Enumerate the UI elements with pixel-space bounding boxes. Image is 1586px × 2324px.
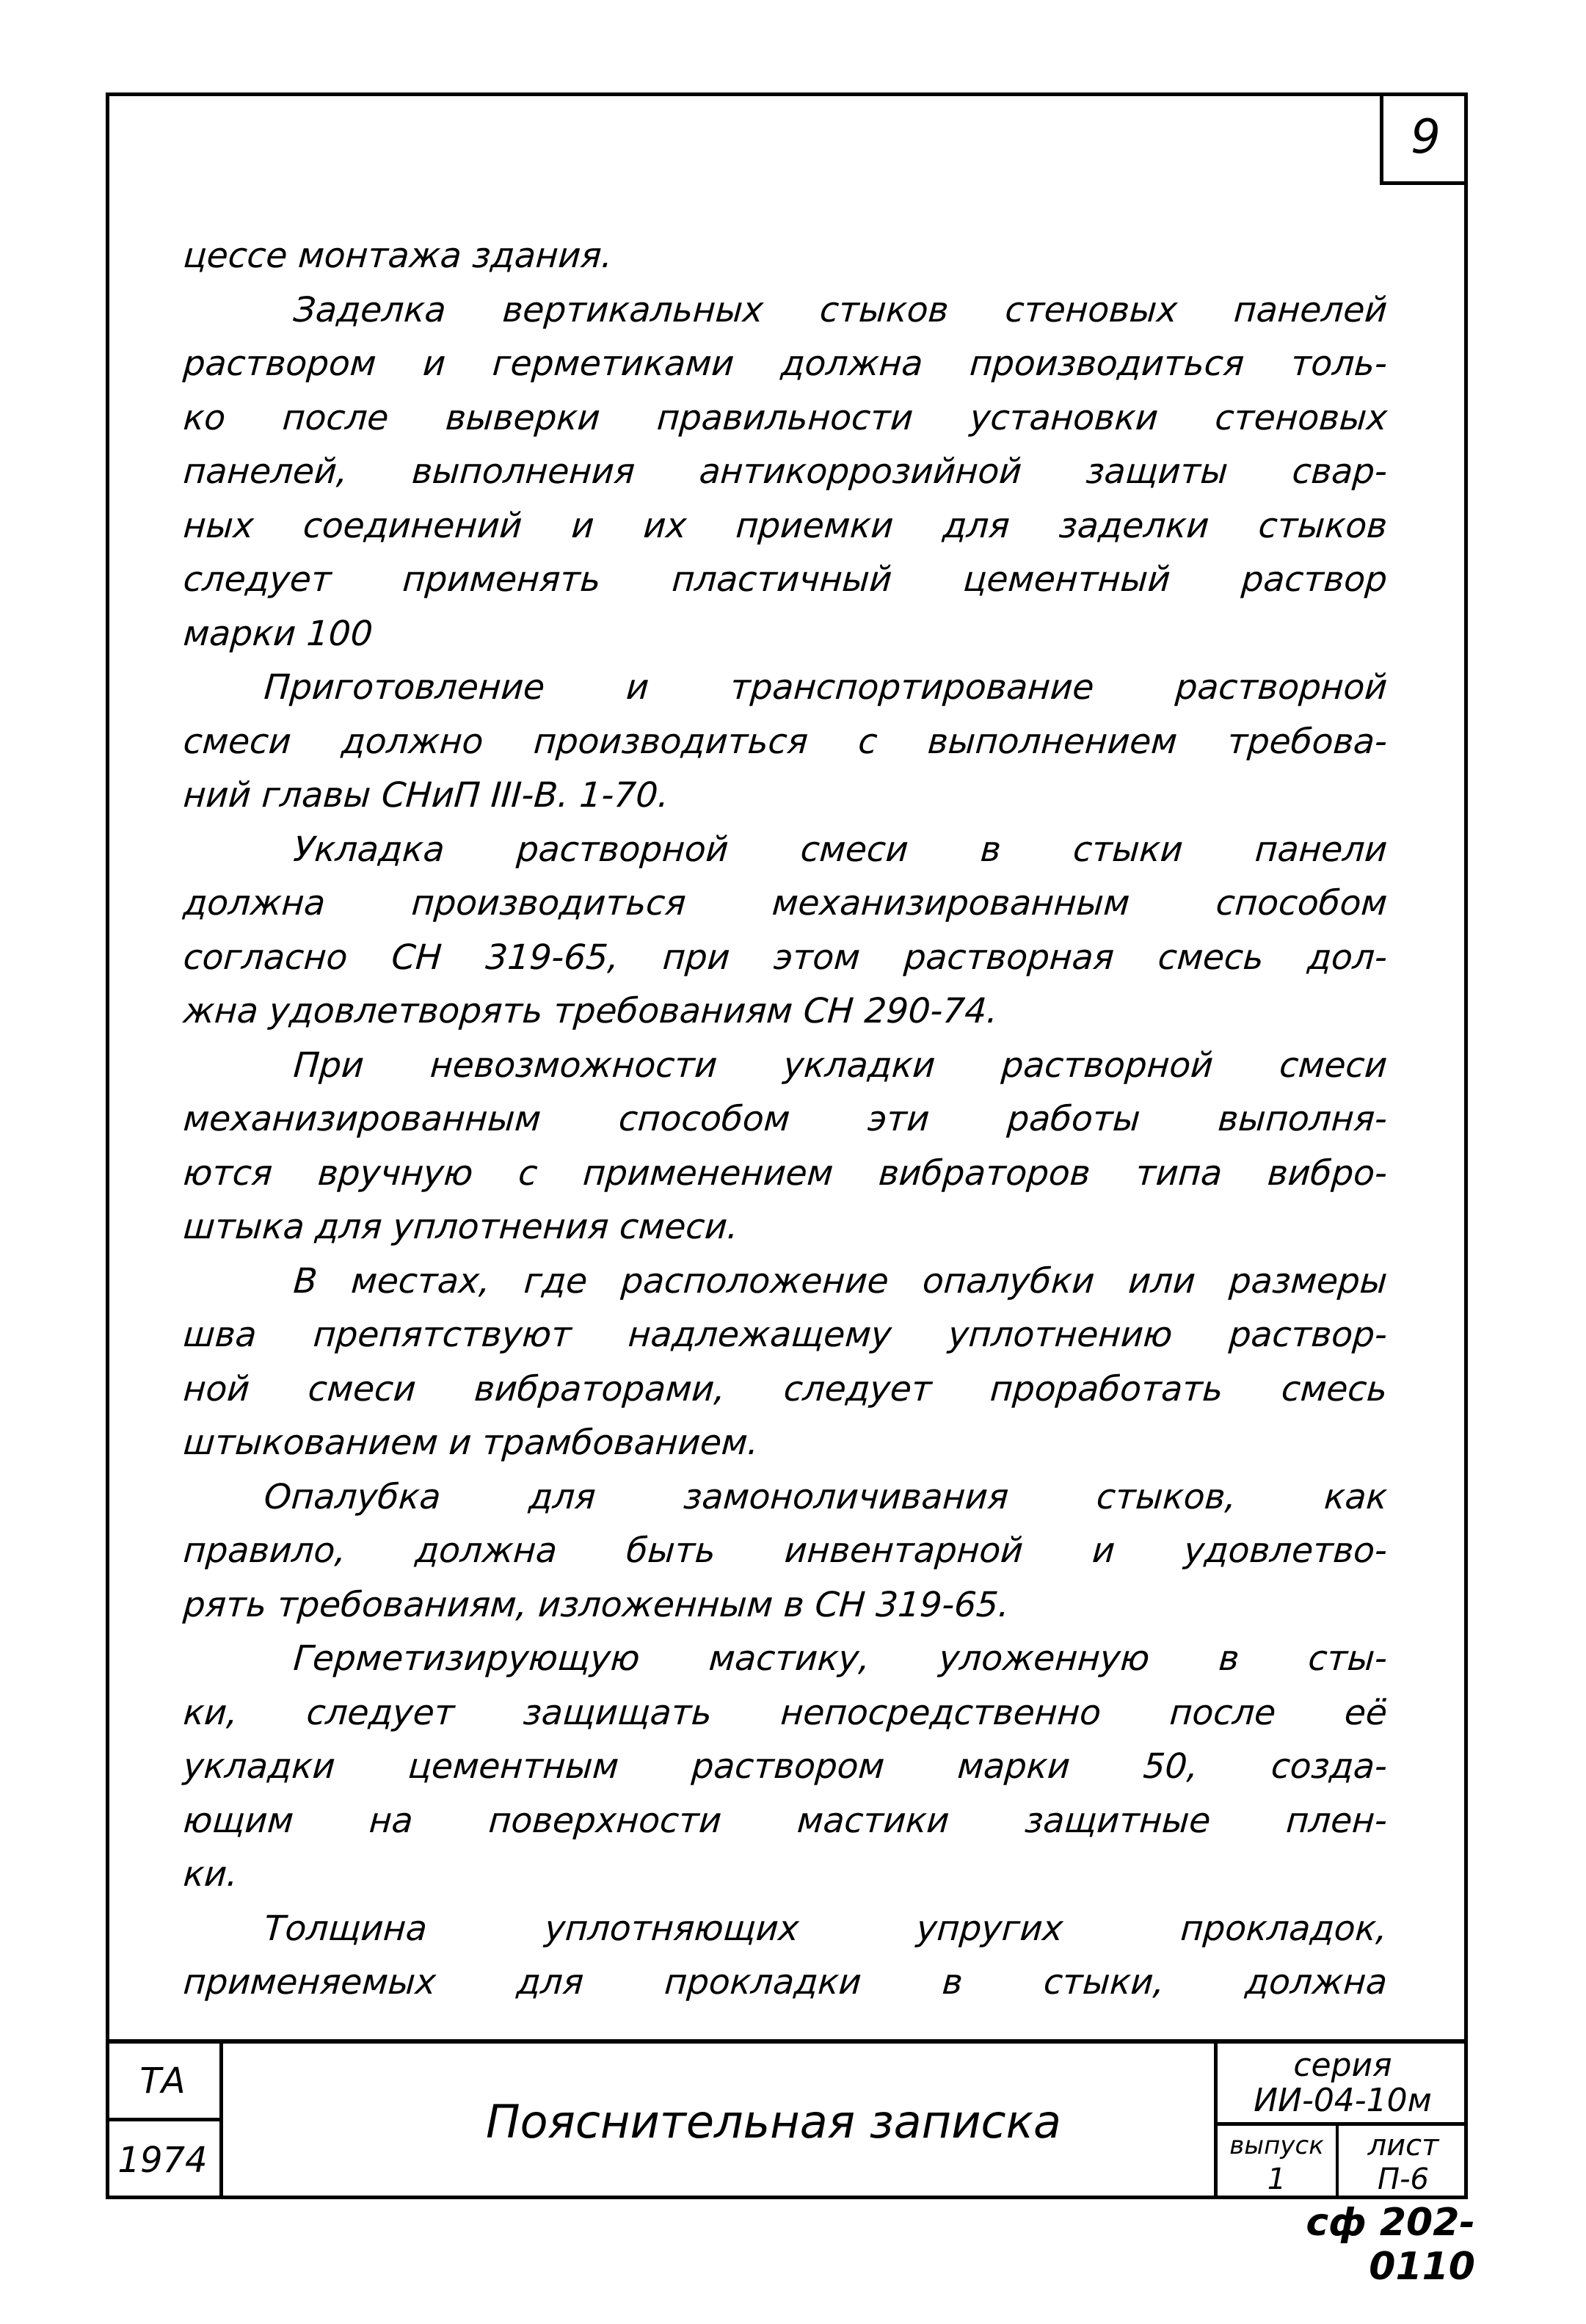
text-line: Опалубка для замоноличивания стыков, как (263, 1476, 1389, 1517)
text-line: раствором и герметиками должна производиться толь- (182, 344, 1389, 384)
title-block (106, 2039, 1468, 2199)
text-line: штыка для уплотнения смеси. (182, 1207, 740, 1247)
text-line: согласно СН 319-65, при этом растворная смесь дол- (182, 937, 1389, 978)
org-code: ТА (106, 2044, 223, 2121)
document-title: Пояснительная записка (485, 2094, 1062, 2149)
issue-value: 1 (1267, 2163, 1287, 2196)
text-line: следует применять пластичный цементный раствор (182, 559, 1389, 600)
sheet-label: лист (1367, 2129, 1439, 2163)
text-line: правило, должна быть инвентарной и удовлетво- (182, 1530, 1389, 1571)
series-cell (1214, 2044, 1468, 2126)
text-line: ний главы СНиП III-В. 1-70. (182, 775, 671, 816)
text-line: ющим на поверхности мастики защитные плен- (182, 1800, 1389, 1841)
text-line: марки 100 (182, 613, 374, 654)
explanatory-text (183, 229, 1387, 2010)
sheet-cell (1339, 2126, 1468, 2199)
text-line: ко после выверки правильности установки стеновых (182, 397, 1389, 438)
text-line: В местах, где расположение опалубки или размеры (292, 1260, 1389, 1301)
text-line: ются вручную с применением вибраторов типа вибро- (182, 1152, 1389, 1194)
sheet-value: П-6 (1378, 2163, 1429, 2196)
document-code: сф 202-0110 (1306, 2201, 1475, 2289)
issue-label: выпуск (1229, 2131, 1324, 2160)
text-line: цессе монтажа здания. (182, 236, 614, 276)
text-line: Толщина уплотняющих упругих прокладок, (263, 1908, 1389, 1949)
page-number: 9 (1380, 92, 1468, 185)
text-line: ных соединений и их приемки для заделки стыков (182, 505, 1389, 546)
series-value: ИИ-04-10м (1254, 2081, 1432, 2119)
text-line: ной смеси вибраторами, следует проработать смесь (182, 1368, 1389, 1409)
text-line: должна производиться механизированным способом (182, 883, 1389, 923)
text-line: шва препятствуют надлежащему уплотнению раствор- (182, 1315, 1389, 1355)
text-line: Укладка растворной смеси в стыки панели (292, 829, 1389, 870)
text-line: Приготовление и транспортирование растворной (263, 667, 1389, 708)
series-label: серия (1293, 2046, 1392, 2084)
text-line: применяемых для прокладки в стыки, должна (182, 1962, 1389, 2002)
text-line: панелей, выполнения антикоррозийной защиты свар- (182, 451, 1389, 492)
text-line: Герметизирующую мастику, уложенную в сты- (292, 1638, 1389, 1679)
year: 1974 (106, 2121, 223, 2199)
text-line: Заделка вертикальных стыков стеновых панелей (292, 289, 1389, 330)
text-line: укладки цементным раствором марки 50, созда- (182, 1746, 1389, 1787)
text-line: ки. (182, 1854, 239, 1895)
text-line: смеси должно производиться с выполнением требова- (182, 721, 1389, 762)
text-line: ки, следует защищать непосредственно после её (182, 1692, 1389, 1733)
text-line: штыкованием и трамбованием. (182, 1423, 760, 1463)
text-line: жна удовлетворять требованиям СН 290-74. (182, 991, 1000, 1031)
text-line: рять требованиям, изложенным в СН 319-65. (182, 1584, 1011, 1625)
text-line: механизированным способом эти работы выполня- (182, 1099, 1389, 1139)
text-line: При невозможности укладки растворной смеси (292, 1045, 1389, 1086)
issue-cell (1214, 2126, 1339, 2199)
